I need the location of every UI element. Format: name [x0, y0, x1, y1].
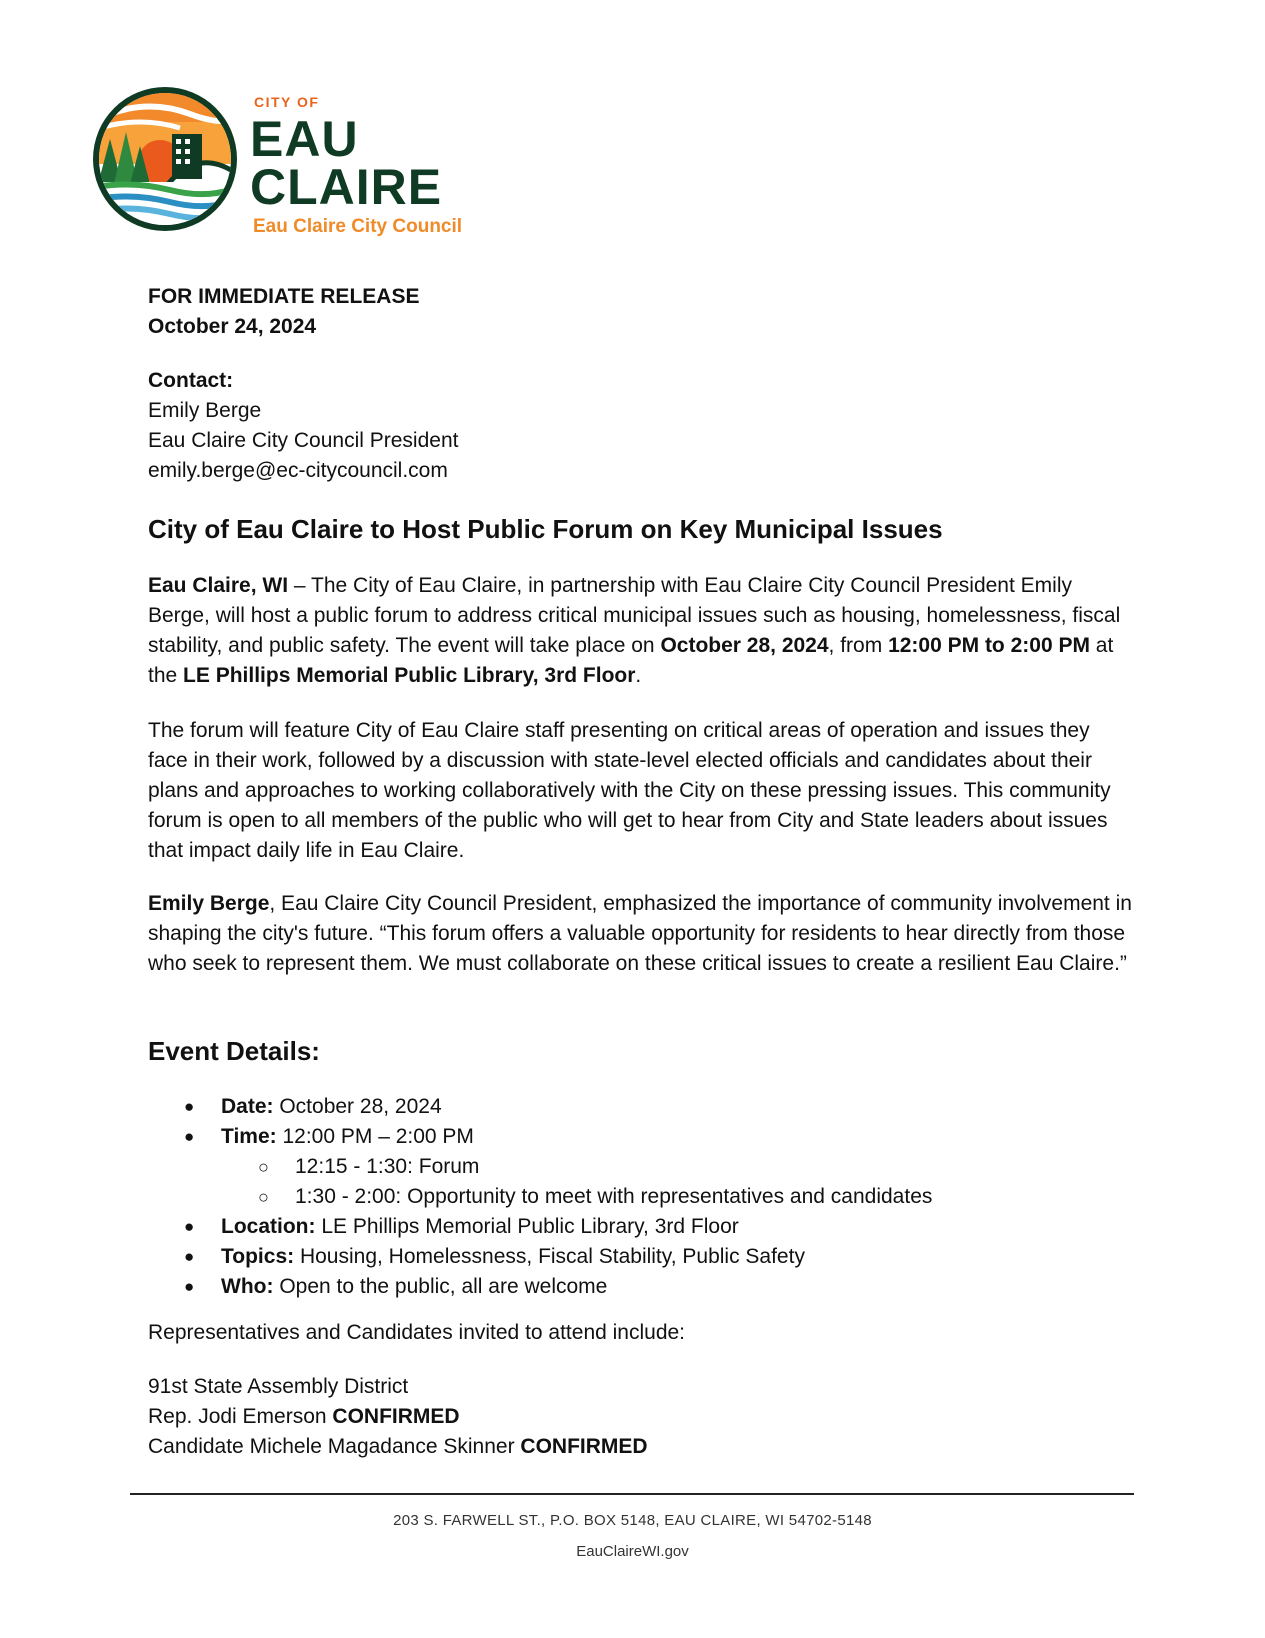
date-value: October 28, 2024: [273, 1095, 442, 1118]
para1-text-3: at the: [148, 634, 1114, 687]
city-logo: [90, 84, 510, 244]
event-details-list: [148, 1092, 1133, 1302]
contact-title: Eau Claire City Council President: [148, 429, 459, 452]
logo-eau: EAU: [250, 111, 359, 167]
release-date: October 24, 2024: [148, 315, 317, 338]
district-name: 91st State Assembly District: [148, 1375, 409, 1398]
paragraph-quote: [148, 889, 1133, 979]
logo-city-of: CITY OF: [254, 94, 320, 110]
hollow-bullet-icon: ○: [258, 1187, 269, 1207]
list-item-topics: [148, 1242, 1133, 1272]
footer-website[interactable]: EauClaireWI.gov: [576, 1543, 689, 1560]
rep-status: CONFIRMED: [520, 1435, 648, 1458]
quote-text: , Eau Claire City Council President, emphasized the importance of community involvement in shaping the city's future. “This forum offers a valuable opportunity for residents to hear directly from those who seek to represent them. We must collaborate on these critical issues to create a resilient Eau Claire.”: [148, 892, 1132, 975]
sub-item-meet: [148, 1182, 1133, 1212]
bullet-icon: ●: [184, 1217, 195, 1236]
rep-entry: [148, 1402, 1133, 1432]
hollow-bullet-icon: ○: [258, 1157, 269, 1177]
topics-label: Topics:: [221, 1245, 295, 1268]
sub-item-forum: [148, 1152, 1133, 1182]
footer-address: 203 S. FARWELL ST., P.O. BOX 5148, EAU CLAIRE, WI 54702-5148: [393, 1512, 872, 1529]
list-item-who: [148, 1272, 1133, 1302]
release-header: [148, 282, 1133, 342]
event-date: October 28, 2024: [660, 634, 829, 657]
location-label: Location:: [221, 1215, 316, 1238]
list-item-location: [148, 1212, 1133, 1242]
bullet-icon: ●: [184, 1247, 195, 1266]
para1-text-1: – The City of Eau Claire, in partnership with Eau Claire City Council President Emily Berge, will host a public forum to address critical municipal issues such as housing, homelessness, fiscal stability, and public safety. The event will take place on: [148, 574, 1121, 657]
date-label: Date:: [221, 1095, 274, 1118]
reps-intro: Representatives and Candidates invited to attend include:: [148, 1321, 686, 1344]
release-label: FOR IMMEDIATE RELEASE: [148, 285, 420, 308]
paragraph-forum: The forum will feature City of Eau Claire staff presenting on critical areas of operation and issues they face in their work, followed by a discussion with state-level elected officials and candidates about their plans and approaches to working collaboratively with the City on these pressing issues. This community forum is open to all members of the public who will get to hear from City and State leaders about issues that impact daily life in Eau Claire.: [148, 719, 1111, 862]
who-label: Who:: [221, 1275, 274, 1298]
list-item-date: [148, 1092, 1133, 1122]
contact-email[interactable]: emily.berge@ec-citycouncil.com: [148, 459, 448, 482]
event-location: LE Phillips Memorial Public Library, 3rd Floor: [183, 664, 636, 687]
contact-name: Emily Berge: [148, 399, 262, 422]
bullet-icon: ●: [184, 1277, 195, 1296]
topics-value: Housing, Homelessness, Fiscal Stability, Public Safety: [294, 1245, 805, 1268]
para1-text-4: .: [635, 664, 642, 687]
footer-divider: [130, 1493, 1134, 1495]
rep-entry: [148, 1432, 1133, 1462]
reps-list: [148, 1372, 1133, 1462]
sub-item-forum-text: 12:15 - 1:30: Forum: [295, 1155, 480, 1178]
list-item-time: [148, 1122, 1133, 1152]
para1-text-2: , from: [828, 634, 889, 657]
paragraph-intro: [148, 571, 1133, 691]
event-details-title: Event Details:: [148, 1036, 320, 1066]
contact-block: [148, 366, 1133, 486]
sub-item-meet-text: 1:30 - 2:00: Opportunity to meet with representatives and candidates: [295, 1185, 933, 1208]
rep-name: Rep. Jodi Emerson: [148, 1405, 333, 1428]
logo-claire: CLAIRE: [250, 159, 443, 215]
city-emblem-icon: [90, 84, 240, 234]
bullet-icon: ●: [184, 1127, 195, 1146]
time-label: Time:: [221, 1125, 277, 1148]
time-value: 12:00 PM – 2:00 PM: [276, 1125, 474, 1148]
rep-name: Candidate Michele Magadance Skinner: [148, 1435, 521, 1458]
quote-speaker: Emily Berge: [148, 892, 270, 915]
who-value: Open to the public, all are welcome: [273, 1275, 608, 1298]
location-value: LE Phillips Memorial Public Library, 3rd Floor: [315, 1215, 739, 1238]
dateline: Eau Claire, WI: [148, 574, 289, 597]
contact-label: Contact:: [148, 369, 234, 392]
rep-status: CONFIRMED: [332, 1405, 460, 1428]
headline: City of Eau Claire to Host Public Forum on Key Municipal Issues: [148, 514, 943, 544]
logo-council-name: Eau Claire City Council: [253, 216, 463, 237]
bullet-icon: ●: [184, 1097, 195, 1116]
event-time: 12:00 PM to 2:00 PM: [888, 634, 1090, 657]
